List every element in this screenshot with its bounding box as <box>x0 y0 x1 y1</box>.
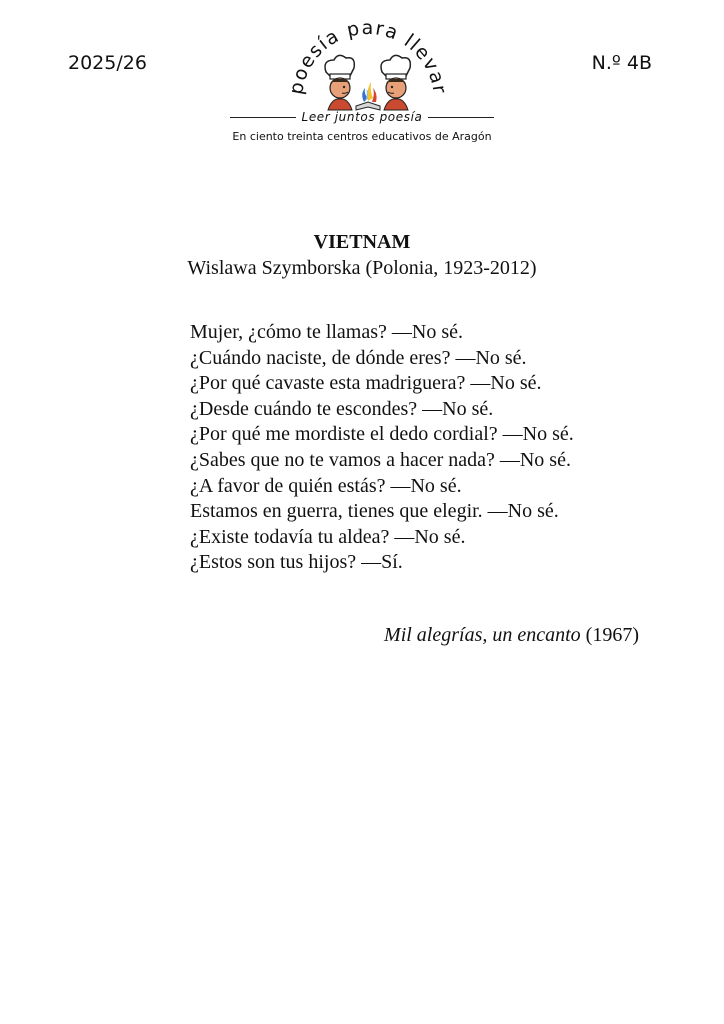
poem-verse: ¿A favor de quién estás? —No sé. <box>190 474 462 497</box>
poem-verse: ¿Desde cuándo te escondes? —No sé. <box>190 397 494 420</box>
poem-title: VIETNAM <box>313 231 411 253</box>
school-year: 2025/26 <box>68 52 147 74</box>
poem-source <box>384 624 639 647</box>
poem-verse: ¿Por qué cavaste esta madriguera? —No sé. <box>190 372 542 395</box>
tagline-rule-right <box>428 117 494 118</box>
poem-verse: ¿Existe todavía tu aldea? —No sé. <box>190 525 466 548</box>
poem-verse: Estamos en guerra, tienes que elegir. —No sé. <box>190 500 559 523</box>
source-year: (1967) <box>585 624 639 646</box>
flame-book-icon <box>356 82 380 110</box>
logo-tagline <box>230 110 494 124</box>
poesia-para-llevar-logo <box>282 14 454 114</box>
poem-verse: ¿Estos son tus hijos? —Sí. <box>190 551 403 574</box>
right-chef-icon <box>381 55 410 110</box>
poem-author: Wislawa Szymborska (Polonia, 1923-2012) <box>187 257 537 279</box>
tagline-rule-left <box>230 117 296 118</box>
source-book-title: Mil alegrías, un encanto <box>384 624 581 646</box>
poem-verse: ¿Cuándo naciste, de dónde eres? —No sé. <box>190 346 527 369</box>
poem-verse: ¿Sabes que no te vamos a hacer nada? —No sé. <box>190 448 571 471</box>
poem-body <box>190 320 574 576</box>
tagline-text: Leer juntos poesía <box>301 110 423 124</box>
poem-verse: Mujer, ¿cómo te llamas? —No sé. <box>190 321 464 343</box>
logo-arc-text: poesía para llevar <box>285 16 451 97</box>
header-subtitle: En ciento treinta centros educativos de Aragón <box>232 130 492 143</box>
poem-verse: ¿Por qué me mordiste el dedo cordial? —No sé. <box>190 423 574 446</box>
left-chef-icon <box>325 55 354 110</box>
issue-number: N.º 4B <box>591 52 652 74</box>
